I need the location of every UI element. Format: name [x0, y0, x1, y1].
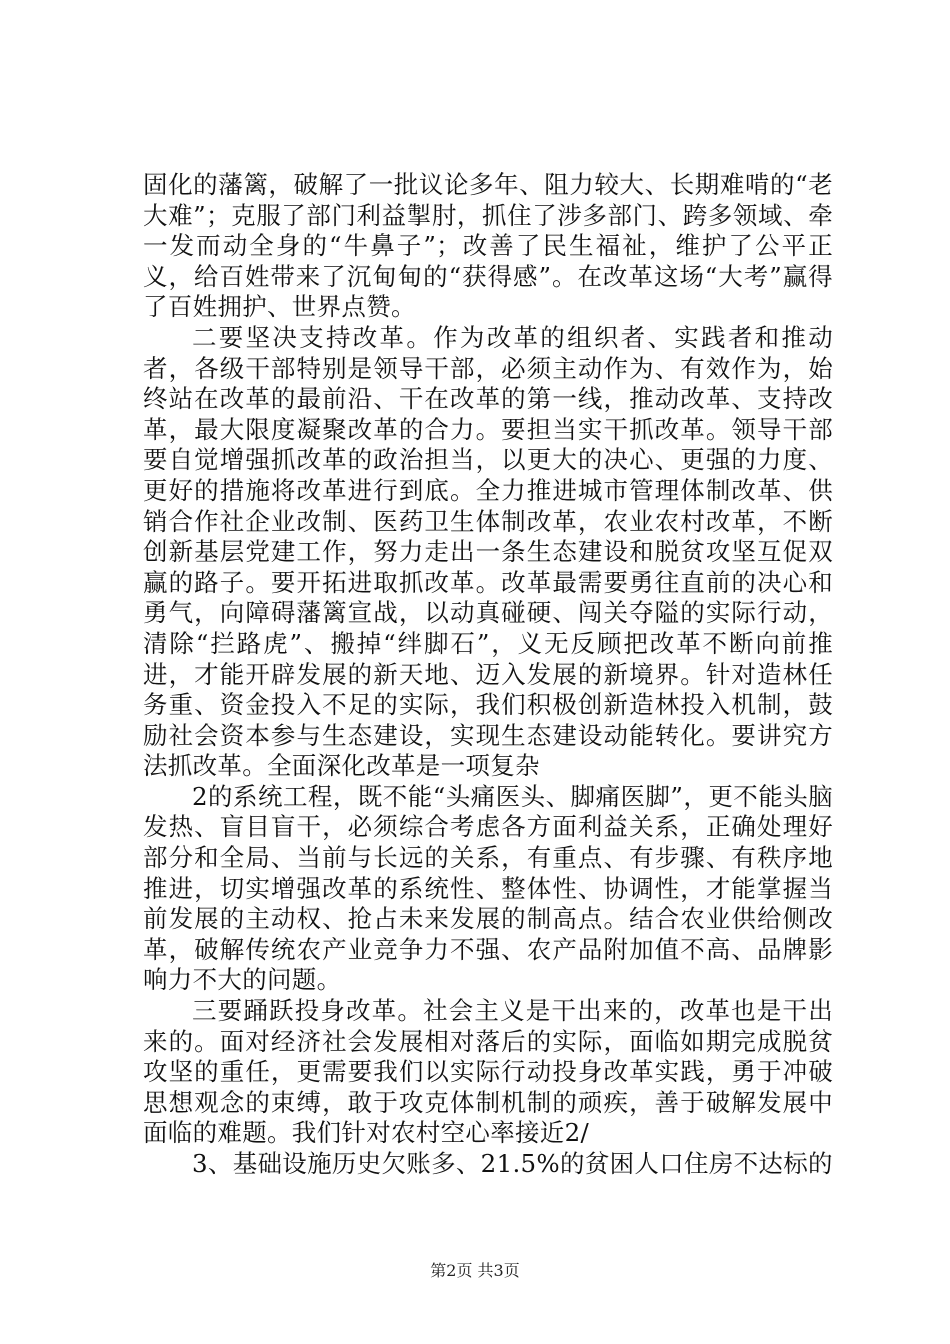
paragraph-systematic-project: 2的系统工程，既不能“头痛医头、脚痛医脚”，更不能头脑发热、盲目盲干，必须综合考虑各方面利益关系，正确处理好部分和全局、当前与长远的关系，有重点、有步骤、有秩序地推进，切实增强改革的系统性、整体性、协调性，才能掌握当前发展的主动权、抢占未来发展的制高点。结合农业供给侧改革，破解传统农产业竞争力不强、农产品附加值不高、品牌影响力不大的问题。 — [143, 781, 833, 995]
paragraph-continuation: 固化的藩篱，破解了一批议论多年、阻力较大、长期难啃的“老大难”；克服了部门利益掣肘，抓住了涉多部门、跨多领域、牵一发而动全身的“牛鼻子”；改善了民生福祉，维护了公平正义，给百姓带来了沉甸甸的“获得感”。在改革这场“大考”赢得了百姓拥护、世界点赞。 — [143, 170, 834, 322]
page-footer: 第2页 共3页 — [430, 1261, 520, 1280]
paragraph-join-reform: 三要踊跃投身改革。社会主义是干出来的，改革也是干出来的。面对经济社会发展相对落后的实际，面临如期完成脱贫攻坚的重任，更需要我们以实际行动投身改革实践，勇于冲破思想观念的束缚，敢于攻克体制机制的顽疾，善于破解发展中面临的难题。我们针对农村空心率接近2/ — [143, 996, 833, 1148]
document-body — [143, 170, 833, 1180]
paragraph-support-reform: 二要坚决支持改革。作为改革的组织者、实践者和推动者，各级干部特别是领导干部，必须主动作为、有效作为，始终站在改革的最前沿、干在改革的第一线，推动改革、支持改革，最大限度凝聚改革的合力。要担当实干抓改革。领导干部要自觉增强抓改革的政治担当，以更大的决心、更强的力度、更好的措施将改革进行到底。全力推进城市管理体制改革、供销合作社企业改制、医药卫生体制改革，农业农村改革，不断创新基层党建工作，努力走出一条生态建设和脱贫攻坚互促双赢的路子。要开拓进取抓改革。改革最需要勇往直前的决心和勇气，向障碍藩篱宣战，以动真碰硬、闯关夺隘的实际行动，清除“拦路虎”、搬掉“绊脚石”，义无反顾把改革不断向前推进，才能开辟发展的新天地、迈入发展的新境界。针对造林任务重、资金投入不足的实际，我们积极创新造林投入机制，鼓励社会资本参与生态建设，实现生态建设动能转化。要讲究方法抓改革。全面深化改革是一项复杂 — [143, 322, 833, 781]
paragraph-infrastructure: 3、基础设施历史欠账多、21.5%的贫困人口住房不达标的 — [192, 1149, 833, 1178]
